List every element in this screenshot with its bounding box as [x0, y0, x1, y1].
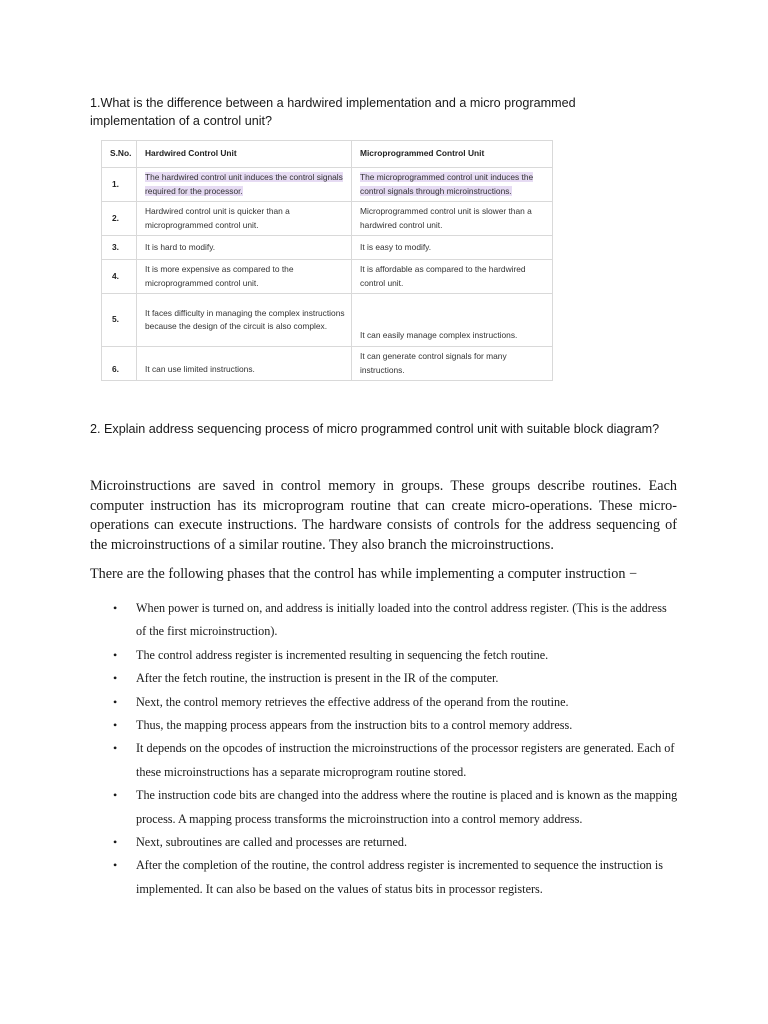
- list-item-text: Thus, the mapping process appears from the instruction bits to a control memory address.: [136, 718, 573, 733]
- hardwired-cell: It is hard to modify.: [137, 236, 352, 260]
- list-item-text: After the fetch routine, the instruction is present in the IR of the computer.: [136, 671, 499, 686]
- microprogrammed-cell: [352, 168, 553, 202]
- bullet-icon: •: [113, 694, 118, 709]
- list-item-text: The instruction code bits are changed into the address where the routine is placed and is known as the mapping process. A mapping process transforms the microinstruction into a control memory address.: [136, 788, 678, 826]
- row-number: 1.: [102, 168, 137, 202]
- header-sno: S.No.: [102, 141, 137, 168]
- list-item: [113, 784, 679, 831]
- row-number: 6.: [102, 347, 137, 381]
- row-number: 3.: [102, 236, 137, 260]
- highlighted-text: The microprogrammed control unit induces the control signals through microinstructions.: [360, 172, 534, 196]
- comparison-table: [101, 140, 553, 381]
- list-item: [113, 691, 679, 714]
- list-item-text: It depends on the opcodes of instruction the microinstructions of the processor registers are generated. Each of these microinstructions has a separate microprogram routine stored.: [136, 741, 675, 779]
- list-item-text: The control address register is incremented resulting in sequencing the fetch routine.: [136, 647, 549, 662]
- table-row: [102, 202, 553, 236]
- list-item: [113, 714, 679, 737]
- hardwired-cell: It can use limited instructions.: [137, 347, 352, 381]
- answer-paragraph: Microinstructions are saved in control memory in groups. These groups describe routines. Each computer instruction has its microprogram routine that can create micro-operations. These micro-operations can execute instructions. The hardware consists of controls for the address sequencing of the microinstructions of a similar routine. They also branch the microinstructions.: [90, 478, 677, 553]
- microprogrammed-cell: It is easy to modify.: [352, 236, 553, 260]
- table-row: [102, 294, 553, 347]
- row-number: 4.: [102, 260, 137, 294]
- bullet-icon: •: [113, 835, 118, 850]
- header-microprogrammed: Microprogrammed Control Unit: [352, 141, 553, 168]
- hardwired-cell: It is more expensive as compared to the microprogrammed control unit.: [137, 260, 352, 294]
- table-row: [102, 347, 553, 381]
- list-item: [113, 831, 679, 854]
- list-item-text: After the completion of the routine, the control address register is incremented to sequence the instruction is implemented. It can also be based on the values of status bits in processor registers.: [136, 858, 663, 896]
- list-item: [113, 854, 679, 901]
- microprogrammed-cell: Microprogrammed control unit is slower than a hardwired control unit.: [352, 202, 553, 236]
- phases-list: [113, 597, 679, 901]
- bullet-icon: •: [113, 858, 118, 873]
- bullet-icon: •: [113, 788, 118, 803]
- bullet-icon: •: [113, 671, 118, 686]
- bullet-icon: •: [113, 601, 118, 615]
- row-number: 2.: [102, 202, 137, 236]
- list-item-text: When power is turned on, and address is initially loaded into the control address register. (This is the address of the first microinstruction).: [136, 601, 667, 639]
- header-hardwired: Hardwired Control Unit: [137, 141, 352, 168]
- question-1: 1.What is the difference between a hardwired implementation and a micro programmed implementation of a control unit?: [90, 96, 576, 128]
- list-item: [113, 597, 679, 644]
- hardwired-cell: [137, 168, 352, 202]
- hardwired-cell: It faces difficulty in managing the complex instructions because the design of the circuit is also complex.: [137, 294, 352, 347]
- table-row: [102, 168, 553, 202]
- microprogrammed-cell: It is affordable as compared to the hardwired control unit.: [352, 260, 553, 294]
- microprogrammed-cell: It can generate control signals for many instructions.: [352, 347, 553, 381]
- table-row: [102, 260, 553, 294]
- list-item-text: Next, the control memory retrieves the effective address of the operand from the routine.: [136, 694, 569, 709]
- question-2: 2. Explain address sequencing process of micro programmed control unit with suitable block diagram?: [90, 422, 660, 436]
- highlighted-text: The hardwired control unit induces the control signals required for the processor.: [145, 172, 343, 196]
- list-item: [113, 667, 679, 690]
- hardwired-cell: Hardwired control unit is quicker than a microprogrammed control unit.: [137, 202, 352, 236]
- microprogrammed-cell: It can easily manage complex instructions.: [352, 294, 553, 347]
- list-item: [113, 737, 679, 784]
- row-number: 5.: [102, 294, 137, 347]
- table-row: [102, 236, 553, 260]
- bullet-icon: •: [113, 718, 118, 733]
- list-item-text: Next, subroutines are called and processes are returned.: [136, 835, 408, 850]
- bullet-icon: •: [113, 647, 118, 662]
- phases-intro: There are the following phases that the control has while implementing a computer instruction −: [90, 566, 637, 582]
- bullet-icon: •: [113, 741, 118, 756]
- table-header-row: [102, 141, 553, 168]
- list-item: [113, 644, 679, 667]
